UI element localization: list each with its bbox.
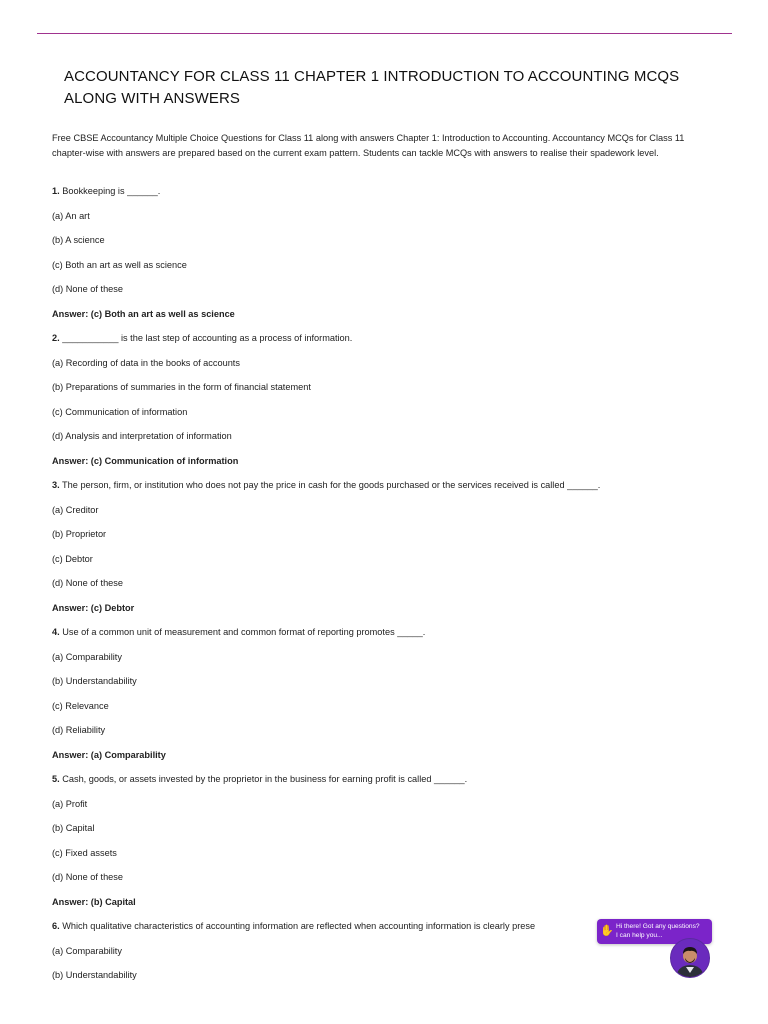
- answer-option: (b) A science: [52, 235, 105, 245]
- top-divider: [37, 33, 732, 34]
- correct-answer: Answer: (c) Debtor: [52, 602, 135, 613]
- question-text: Cash, goods, or assets invested by the proprietor in the business for earning profit is called ______.: [59, 774, 468, 784]
- intro-paragraph: Free CBSE Accountancy Multiple Choice Questions for Class 11 along with answers Chapter 1: Introduction to Accounting. Accountancy MCQs for Class 11 chapter-wise with answers are prepared based on the current exam pattern. Students can tackle MCQs with answers to realise their spadework level.: [52, 133, 685, 158]
- answer-option: (b) Understandability: [52, 676, 137, 686]
- answer-option: (d) None of these: [52, 284, 123, 294]
- question-number: 2.: [52, 333, 60, 343]
- waving-hand-icon: ✋: [600, 925, 614, 937]
- answer-option: (c) Debtor: [52, 553, 93, 564]
- answer-option: (d) Analysis and interpretation of information: [52, 431, 232, 441]
- answer-option: (b) Capital: [52, 823, 95, 833]
- chat-line-2: I can help you...: [616, 932, 663, 939]
- question-text: The person, firm, or institution who does not pay the price in cash for the goods purchased or the services received is called ______.: [59, 480, 601, 490]
- answer-option: (a) Comparability: [52, 945, 122, 956]
- answer-option: (a) Comparability: [52, 651, 122, 662]
- answer-option: (d) None of these: [52, 872, 123, 882]
- chat-avatar[interactable]: [670, 938, 710, 978]
- question-1: [52, 185, 712, 210]
- question-text: Which qualitative characteristics of accounting information are reflected when accounting information is clearly prese: [59, 921, 536, 931]
- question-2: [52, 332, 712, 357]
- answer-option: (c) Relevance: [52, 700, 109, 711]
- answer-option: (b) Understandability: [52, 970, 137, 980]
- questions-list: [52, 185, 712, 994]
- answer-option: (a) Profit: [52, 798, 88, 809]
- question-number: 1.: [52, 186, 60, 196]
- question-text: ___________ is the last step of accounting as a process of information.: [59, 333, 353, 343]
- question-4: [52, 626, 712, 651]
- correct-answer: Answer: (c) Communication of information: [52, 455, 239, 466]
- chat-message: [616, 922, 708, 940]
- answer-option: (a) Recording of data in the books of accounts: [52, 357, 240, 368]
- correct-answer: Answer: (b) Capital: [52, 896, 136, 907]
- answer-option: (b) Proprietor: [52, 529, 107, 539]
- answer-option: (b) Preparations of summaries in the form of financial statement: [52, 382, 311, 392]
- answer-option: (c) Fixed assets: [52, 847, 117, 858]
- correct-answer: Answer: (c) Both an art as well as science: [52, 308, 235, 319]
- page-title: ACCOUNTANCY FOR CLASS 11 CHAPTER 1 INTRODUCTION TO ACCOUNTING MCQS ALONG WITH ANSWERS: [64, 68, 680, 107]
- correct-answer: Answer: (a) Comparability: [52, 749, 166, 760]
- question-3: [52, 479, 712, 504]
- question-number: 3.: [52, 480, 60, 490]
- answer-option: (c) Communication of information: [52, 406, 188, 417]
- answer-option: (a) Creditor: [52, 504, 99, 515]
- answer-option: (c) Both an art as well as science: [52, 259, 187, 270]
- chat-line-1: Hi there! Got any questions?: [616, 923, 700, 930]
- question-number: 6.: [52, 921, 60, 931]
- question-text: Bookkeeping is ______.: [59, 186, 161, 196]
- answer-option: (d) Reliability: [52, 725, 106, 735]
- question-5: [52, 773, 712, 798]
- agent-avatar-icon: [671, 939, 709, 977]
- answer-option: (d) None of these: [52, 578, 123, 588]
- answer-option: (a) An art: [52, 210, 90, 221]
- question-text: Use of a common unit of measurement and common format of reporting promotes _____.: [59, 627, 426, 637]
- question-number: 5.: [52, 774, 60, 784]
- question-number: 4.: [52, 627, 60, 637]
